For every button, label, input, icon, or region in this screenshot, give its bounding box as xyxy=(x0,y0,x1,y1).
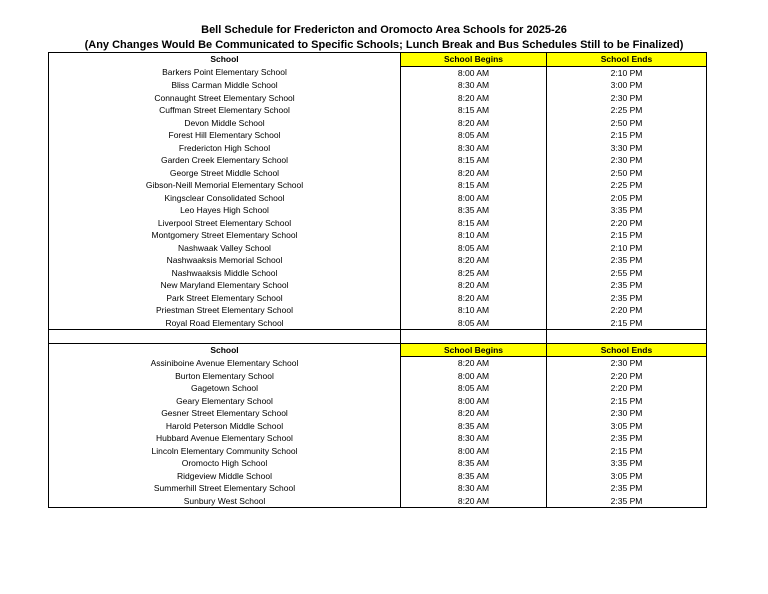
table-row xyxy=(49,217,707,230)
header-ends: School Ends xyxy=(547,343,707,357)
school-name: Kingsclear Consolidated School xyxy=(49,192,401,205)
school-name: Gesner Street Elementary School xyxy=(49,407,401,420)
table-row xyxy=(49,242,707,255)
school-name: Nashwaak Valley School xyxy=(49,242,401,255)
school-name: Montgomery Street Elementary School xyxy=(49,229,401,242)
begin-time: 8:30 AM xyxy=(401,432,547,445)
end-time: 2:15 PM xyxy=(547,317,707,330)
table-row xyxy=(49,279,707,292)
begin-time: 8:35 AM xyxy=(401,204,547,217)
table-row xyxy=(49,129,707,142)
table-row xyxy=(49,457,707,470)
end-time: 2:20 PM xyxy=(547,382,707,395)
begin-time: 8:35 AM xyxy=(401,420,547,433)
school-name: Leo Hayes High School xyxy=(49,204,401,217)
school-name: Nashwaaksis Middle School xyxy=(49,267,401,280)
school-name: Harold Peterson Middle School xyxy=(49,420,401,433)
table-row xyxy=(49,92,707,105)
begin-time: 8:30 AM xyxy=(401,482,547,495)
table-row xyxy=(49,267,707,280)
end-time: 3:00 PM xyxy=(547,79,707,92)
school-name: Assiniboine Avenue Elementary School xyxy=(49,357,401,370)
begin-time: 8:05 AM xyxy=(401,382,547,395)
header-ends: School Ends xyxy=(547,53,707,67)
end-time: 2:35 PM xyxy=(547,279,707,292)
begin-time: 8:00 AM xyxy=(401,445,547,458)
table-row xyxy=(49,445,707,458)
begin-time: 8:10 AM xyxy=(401,304,547,317)
end-time: 3:30 PM xyxy=(547,142,707,155)
end-time: 2:35 PM xyxy=(547,482,707,495)
end-time: 2:10 PM xyxy=(547,242,707,255)
table-row xyxy=(49,432,707,445)
end-time: 2:35 PM xyxy=(547,292,707,305)
begin-time: 8:05 AM xyxy=(401,129,547,142)
table-row xyxy=(49,66,707,79)
end-time: 3:35 PM xyxy=(547,204,707,217)
end-time: 2:30 PM xyxy=(547,92,707,105)
header-begins: School Begins xyxy=(401,53,547,67)
table-row xyxy=(49,192,707,205)
school-name: Fredericton High School xyxy=(49,142,401,155)
end-time: 3:35 PM xyxy=(547,457,707,470)
school-name: Forest Hill Elementary School xyxy=(49,129,401,142)
spacer-cell xyxy=(401,330,547,344)
begin-time: 8:35 AM xyxy=(401,457,547,470)
begin-time: 8:00 AM xyxy=(401,395,547,408)
school-name: Garden Creek Elementary School xyxy=(49,154,401,167)
school-name: Geary Elementary School xyxy=(49,395,401,408)
begin-time: 8:20 AM xyxy=(401,495,547,508)
header-row xyxy=(49,343,707,357)
table-row xyxy=(49,370,707,383)
end-time: 2:25 PM xyxy=(547,104,707,117)
end-time: 2:15 PM xyxy=(547,395,707,408)
begin-time: 8:15 AM xyxy=(401,179,547,192)
school-name: Oromocto High School xyxy=(49,457,401,470)
begin-time: 8:20 AM xyxy=(401,167,547,180)
end-time: 2:15 PM xyxy=(547,229,707,242)
begin-time: 8:20 AM xyxy=(401,117,547,130)
begin-time: 8:15 AM xyxy=(401,154,547,167)
header-row xyxy=(49,53,707,67)
school-name: Connaught Street Elementary School xyxy=(49,92,401,105)
end-time: 2:20 PM xyxy=(547,304,707,317)
school-name: Hubbard Avenue Elementary School xyxy=(49,432,401,445)
school-name: Devon Middle School xyxy=(49,117,401,130)
end-time: 2:35 PM xyxy=(547,432,707,445)
header-begins: School Begins xyxy=(401,343,547,357)
table-row xyxy=(49,395,707,408)
end-time: 2:35 PM xyxy=(547,254,707,267)
school-name: Burton Elementary School xyxy=(49,370,401,383)
end-time: 2:50 PM xyxy=(547,117,707,130)
end-time: 3:05 PM xyxy=(547,470,707,483)
end-time: 2:30 PM xyxy=(547,154,707,167)
table-row xyxy=(49,167,707,180)
table-row xyxy=(49,304,707,317)
end-time: 2:35 PM xyxy=(547,495,707,508)
spacer-row xyxy=(49,330,707,344)
begin-time: 8:20 AM xyxy=(401,279,547,292)
end-time: 2:15 PM xyxy=(547,129,707,142)
end-time: 3:05 PM xyxy=(547,420,707,433)
school-name: Liverpool Street Elementary School xyxy=(49,217,401,230)
table-row xyxy=(49,317,707,330)
end-time: 2:05 PM xyxy=(547,192,707,205)
table-row xyxy=(49,79,707,92)
begin-time: 8:35 AM xyxy=(401,470,547,483)
begin-time: 8:10 AM xyxy=(401,229,547,242)
header-school: School xyxy=(49,53,401,67)
school-name: Priestman Street Elementary School xyxy=(49,304,401,317)
begin-time: 8:00 AM xyxy=(401,66,547,79)
school-name: Gibson-Neill Memorial Elementary School xyxy=(49,179,401,192)
bell-schedule-table xyxy=(48,52,707,508)
table-row xyxy=(49,104,707,117)
school-name: Ridgeview Middle School xyxy=(49,470,401,483)
end-time: 2:20 PM xyxy=(547,217,707,230)
begin-time: 8:20 AM xyxy=(401,292,547,305)
header-school: School xyxy=(49,343,401,357)
school-name: Nashwaaksis Memorial School xyxy=(49,254,401,267)
table-row xyxy=(49,420,707,433)
table-row xyxy=(49,482,707,495)
begin-time: 8:20 AM xyxy=(401,357,547,370)
table-row xyxy=(49,154,707,167)
end-time: 2:55 PM xyxy=(547,267,707,280)
school-name: George Street Middle School xyxy=(49,167,401,180)
begin-time: 8:20 AM xyxy=(401,254,547,267)
end-time: 2:15 PM xyxy=(547,445,707,458)
table-row xyxy=(49,407,707,420)
table-row xyxy=(49,357,707,370)
school-name: Barkers Point Elementary School xyxy=(49,66,401,79)
table-row xyxy=(49,117,707,130)
spacer-cell xyxy=(547,330,707,344)
school-name: Lincoln Elementary Community School xyxy=(49,445,401,458)
table-row xyxy=(49,382,707,395)
begin-time: 8:20 AM xyxy=(401,92,547,105)
school-name: Sunbury West School xyxy=(49,495,401,508)
begin-time: 8:20 AM xyxy=(401,407,547,420)
end-time: 2:50 PM xyxy=(547,167,707,180)
table-row xyxy=(49,229,707,242)
begin-time: 8:25 AM xyxy=(401,267,547,280)
table-row xyxy=(49,179,707,192)
school-name: Summerhill Street Elementary School xyxy=(49,482,401,495)
table-row xyxy=(49,204,707,217)
begin-time: 8:00 AM xyxy=(401,370,547,383)
begin-time: 8:15 AM xyxy=(401,217,547,230)
end-time: 2:25 PM xyxy=(547,179,707,192)
end-time: 2:10 PM xyxy=(547,66,707,79)
begin-time: 8:15 AM xyxy=(401,104,547,117)
begin-time: 8:30 AM xyxy=(401,142,547,155)
document-subtitle: (Any Changes Would Be Communicated to Specific Schools; Lunch Break and Bus Schedules Still to be Finalized) xyxy=(84,39,684,51)
begin-time: 8:00 AM xyxy=(401,192,547,205)
bell-schedule-body xyxy=(49,53,707,508)
school-name: Cuffman Street Elementary School xyxy=(49,104,401,117)
end-time: 2:20 PM xyxy=(547,370,707,383)
school-name: Bliss Carman Middle School xyxy=(49,79,401,92)
end-time: 2:30 PM xyxy=(547,407,707,420)
table-row xyxy=(49,254,707,267)
table-row xyxy=(49,292,707,305)
begin-time: 8:30 AM xyxy=(401,79,547,92)
end-time: 2:30 PM xyxy=(547,357,707,370)
begin-time: 8:05 AM xyxy=(401,317,547,330)
school-name: Gagetown School xyxy=(49,382,401,395)
table-row xyxy=(49,495,707,508)
spacer-cell xyxy=(49,330,401,344)
school-name: New Maryland Elementary School xyxy=(49,279,401,292)
document-title: Bell Schedule for Fredericton and Oromocto Area Schools for 2025-26 xyxy=(201,24,567,36)
table-row xyxy=(49,470,707,483)
school-name: Royal Road Elementary School xyxy=(49,317,401,330)
school-name: Park Street Elementary School xyxy=(49,292,401,305)
begin-time: 8:05 AM xyxy=(401,242,547,255)
table-row xyxy=(49,142,707,155)
